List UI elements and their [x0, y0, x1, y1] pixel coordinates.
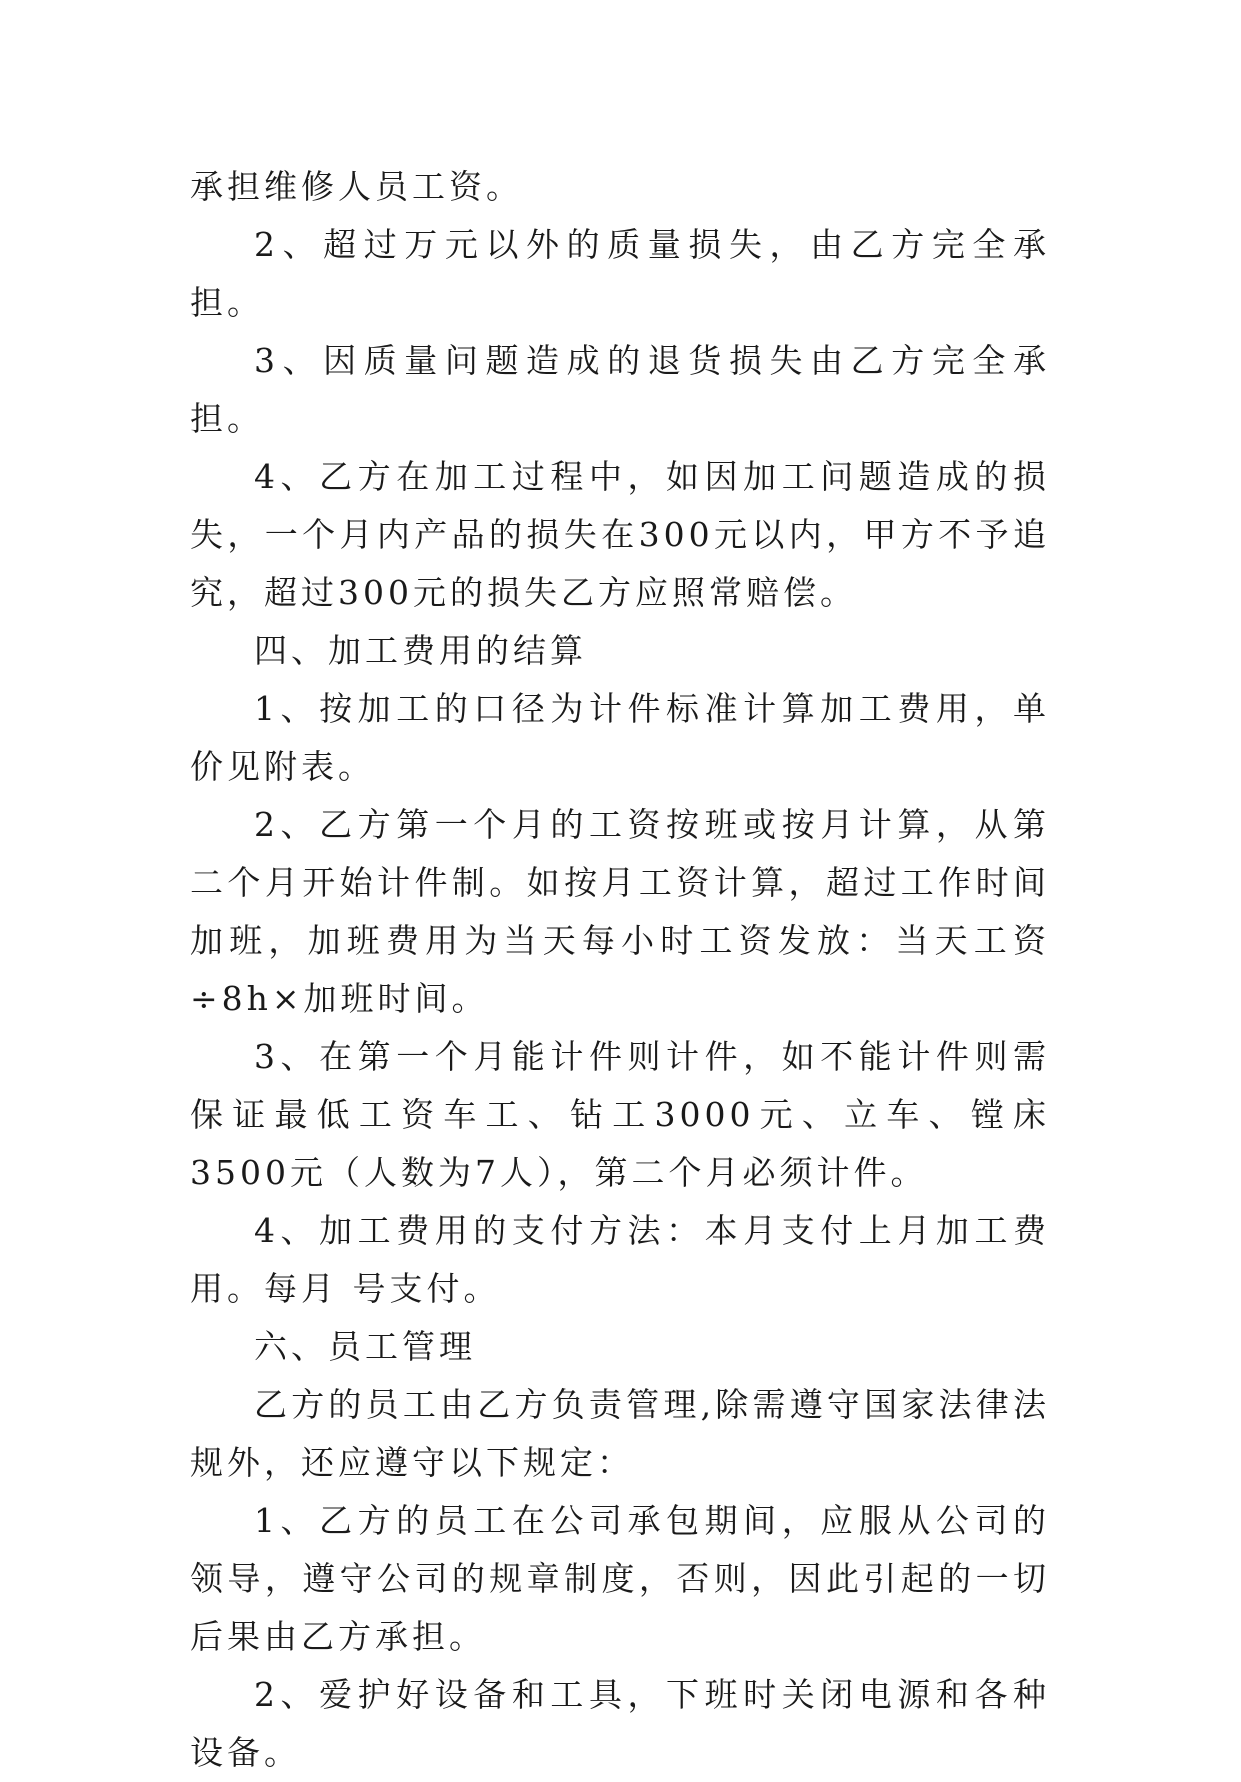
- paragraph-item-4: 4、乙方在加工过程中，如因加工问题造成的损失，一个月内产品的损失在300元以内，甲方不予追究，超过300元的损失乙方应照常赔偿。: [190, 457, 1050, 612]
- document-body: [190, 158, 1050, 1782]
- paragraph-staff-1: 1、乙方的员工在公司承包期间，应服从公司的领导，遵守公司的规章制度，否则，因此引起的一切后果由乙方承担。: [190, 1501, 1050, 1656]
- paragraph-item-2: 2、超过万元以外的质量损失，由乙方完全承担。: [190, 225, 1050, 322]
- section-heading-staff: 六、员工管理: [254, 1327, 476, 1366]
- paragraph-item-3: 3、因质量问题造成的退货损失由乙方完全承担。: [190, 341, 1050, 438]
- paragraph-settlement-2: 2、乙方第一个月的工资按班或按月计算，从第二个月开始计件制。如按月工资计算，超过工作时间加班，加班费用为当天每小时工资发放：当天工资÷8h×加班时间。: [190, 805, 1050, 1018]
- paragraph-settlement-4: 4、加工费用的支付方法：本月支付上月加工费用。每月 号支付。: [190, 1211, 1050, 1308]
- paragraph-staff-2: 2、爱护好设备和工具，下班时关闭电源和各种设备。: [190, 1675, 1050, 1772]
- section-heading-settlement: 四、加工费用的结算: [254, 631, 587, 670]
- paragraph-settlement-3: 3、在第一个月能计件则计件，如不能计件则需保证最低工资车工、钻工3000元、立车、镗床3500元（人数为7人），第二个月必须计件。: [190, 1037, 1050, 1192]
- paragraph-settlement-1: 1、按加工的口径为计件标准计算加工费用，单价见附表。: [190, 689, 1050, 786]
- paragraph-staff-intro: 乙方的员工由乙方负责管理,除需遵守国家法律法规外，还应遵守以下规定：: [190, 1385, 1050, 1482]
- paragraph-continuation: 承担维修人员工资。: [190, 167, 523, 206]
